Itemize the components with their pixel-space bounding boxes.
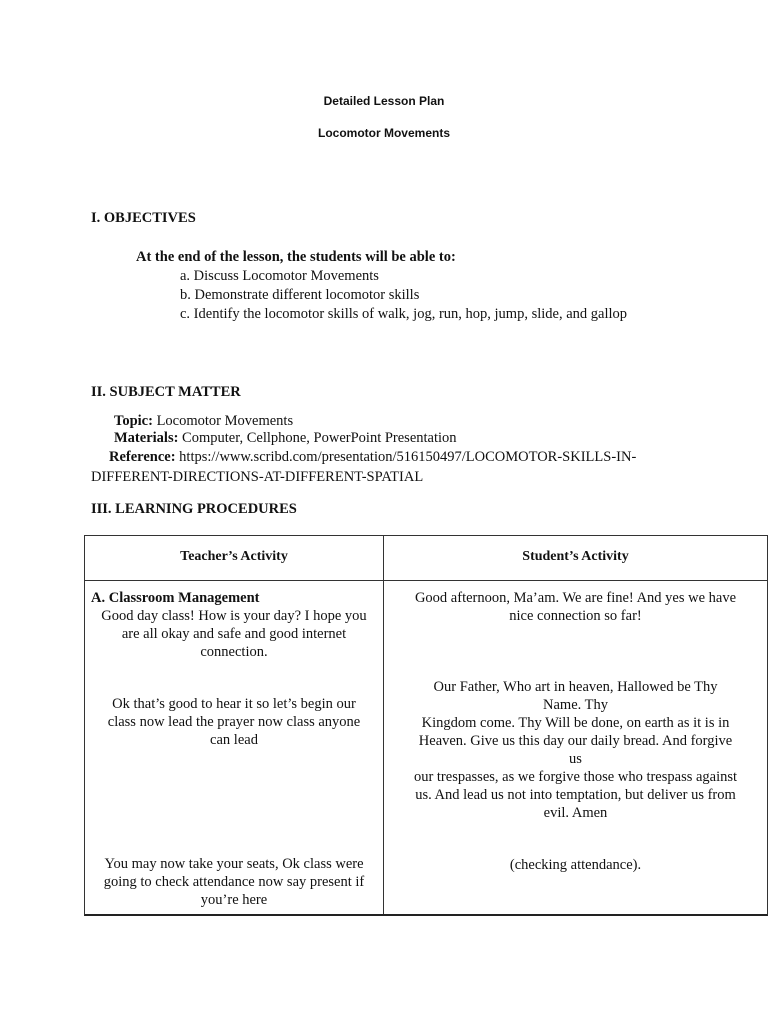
- activity-table: [84, 535, 768, 916]
- student-activity-header: Student’s Activity: [522, 549, 629, 564]
- reference-line: [109, 448, 636, 467]
- text-line: Name. Thy: [543, 697, 608, 713]
- objectives-heading: I. OBJECTIVES: [91, 210, 196, 226]
- header-divider: [85, 580, 767, 581]
- objective-item: b. Demonstrate different locomotor skills: [180, 287, 420, 303]
- subject-matter-heading: II. SUBJECT MATTER: [91, 384, 241, 400]
- teacher-greeting: [85, 607, 383, 661]
- text-line: Our Father, Who art in heaven, Hallowed be Thy: [433, 679, 718, 695]
- text-line: us: [569, 751, 582, 767]
- learning-procedures-heading: III. LEARNING PROCEDURES: [91, 501, 297, 517]
- text-line: Good afternoon, Ma’am. We are fine! And yes we have: [414, 590, 737, 606]
- reference-label: Reference:: [109, 449, 176, 465]
- teacher-prayer-prompt: [85, 695, 383, 749]
- objective-item: c. Identify the locomotor skills of walk, jog, run, hop, jump, slide, and gallop: [180, 306, 628, 322]
- student-attendance: [384, 856, 767, 874]
- student-prayer: [384, 678, 767, 822]
- objective-item: a. Discuss Locomotor Movements: [180, 268, 379, 284]
- text-line: connection.: [200, 644, 268, 660]
- materials-value: Computer, Cellphone, PowerPoint Presentation: [178, 430, 457, 446]
- text-line: Good day class! How is your day? I hope you: [101, 608, 367, 624]
- text-line: class now lead the prayer now class anyone: [107, 714, 361, 730]
- topic-label: Topic:: [114, 413, 153, 429]
- materials-label: Materials:: [114, 430, 179, 446]
- text-line: Ok that’s good to hear it so let’s begin our: [112, 696, 356, 712]
- topic-value: Locomotor Movements: [152, 413, 294, 429]
- text-line: going to check attendance now say present if: [103, 874, 365, 890]
- text-line: (checking attendance).: [509, 857, 642, 873]
- document-title: Detailed Lesson Plan: [323, 94, 445, 108]
- teacher-activity-header: Teacher’s Activity: [180, 549, 288, 564]
- materials-line: [114, 429, 457, 448]
- text-line: us. And lead us not into temptation, but deliver us from: [415, 787, 736, 803]
- reference-value: https://www.scribd.com/presentation/516150497/LOCOMOTOR-SKILLS-IN-: [175, 449, 637, 465]
- text-line: our trespasses, as we forgive those who trespass against: [413, 769, 738, 785]
- text-line: you’re here: [200, 892, 268, 908]
- text-line: evil. Amen: [543, 805, 608, 821]
- text-line: are all okay and safe and good internet: [121, 626, 347, 642]
- reference-value-continued: DIFFERENT-DIRECTIONS-AT-DIFFERENT-SPATIAL: [91, 469, 424, 485]
- student-greeting: [384, 589, 767, 625]
- section-label: A. Classroom Management: [91, 590, 260, 606]
- text-line: Heaven. Give us this day our daily bread. And forgive: [418, 733, 733, 749]
- document-subtitle: Locomotor Movements: [317, 126, 450, 140]
- text-line: Kingdom come. Thy Will be done, on earth as it is in: [421, 715, 730, 731]
- text-line: can lead: [210, 732, 258, 748]
- teacher-attendance-prompt: [85, 855, 383, 909]
- objectives-intro: At the end of the lesson, the students will be able to:: [136, 249, 456, 265]
- text-line: nice connection so far!: [509, 608, 642, 624]
- text-line: You may now take your seats, Ok class were: [104, 856, 364, 872]
